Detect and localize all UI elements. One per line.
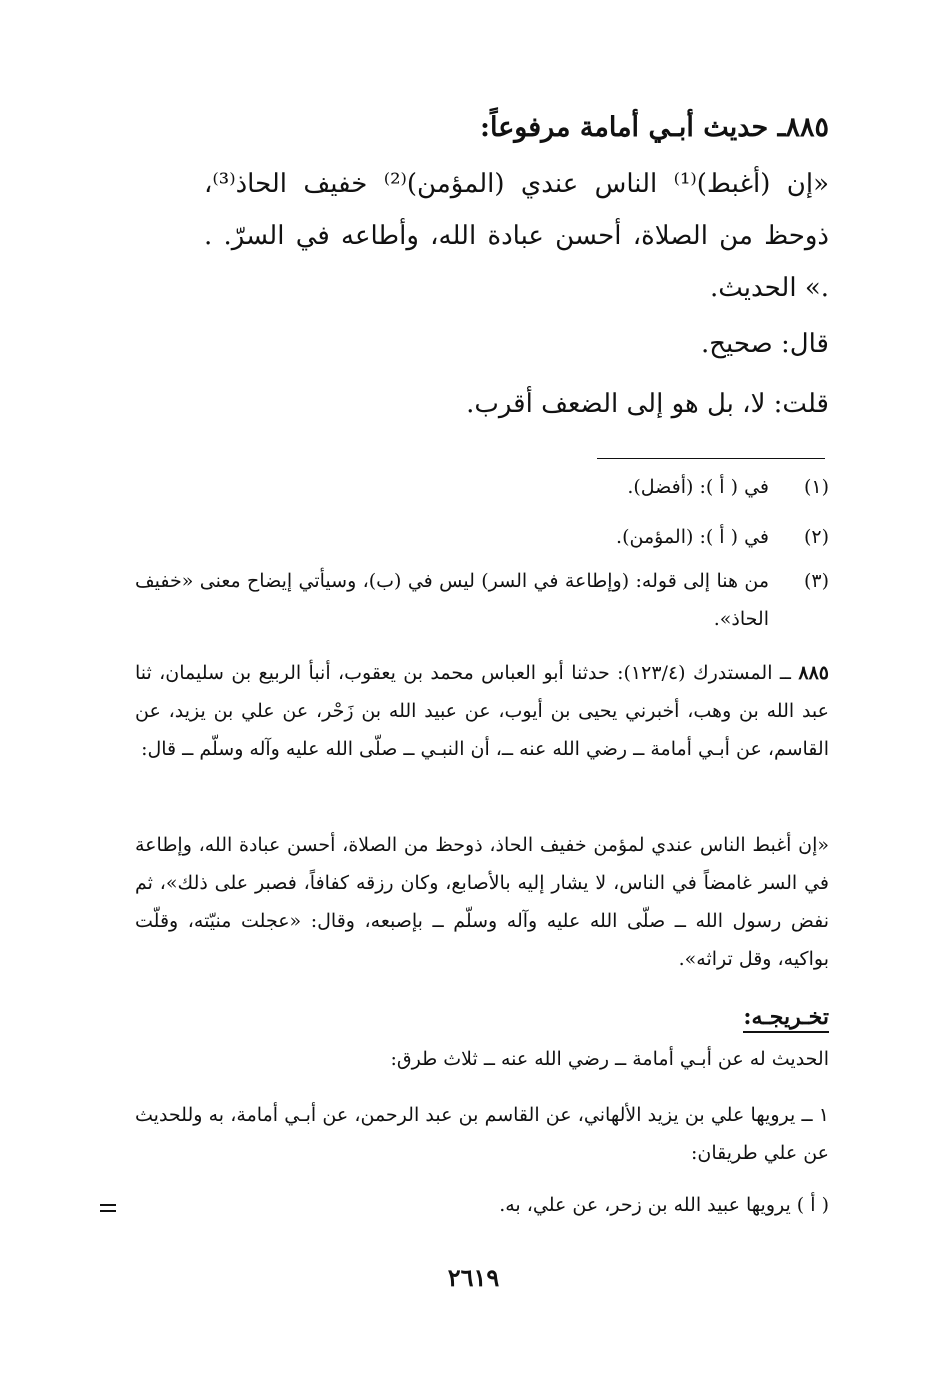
entry-isnad-text: ــ المستدرك (١٢٣/٤): حدثنا أبو العباس محمد بن يعقوب، أنبأ الربيع بن سليمان، ثنا عبد الله بن وهب، أخبرني يحيى بن أيوب، عن عبيد الله بن زَحْر، عن علي بن يزيد، عن القاسم، عن أبـي أمامة ــ رضي الله عنه ــ، أن النبـي ــ صلّى الله عليه وآله وسلّم ــ قال: [135,662,829,760]
hadith-text: «إن (أغبط)⁽¹⁾ الناس عندي (المؤمن)⁽²⁾ خفيف الحاذ⁽³⁾، ذوحظ من الصلاة، أحسن عبادة الله، وأطاعه في السرّ. . .» الحديث. [204,169,829,303]
footnote-text: في ( أ ): (أفضل). [627,476,769,498]
footnote-text: في ( أ ): (المؤمن). [616,526,769,548]
footnote-number: (١) [803,476,829,498]
footnote-number: (٢) [803,526,829,548]
footnote-3 [135,562,829,638]
footnote-text: من هنا إلى قوله: (وإطاعة في السر) ليس في (ب)، وسيأتي إيضاح معنى «خفيف الحاذ». [135,570,769,630]
footnote-1 [129,468,829,506]
margin-equals-mark [100,1204,116,1214]
qultu-statement: قلت: لا، بل هو إلى الضعف أقرب. [466,389,829,419]
entry-number: ٨٨٥ [798,662,829,684]
takhrij-intro: الحديث له عن أبـي أمامة ــ رضي الله عنه ــ ثلاث طرق: [390,1048,829,1070]
hadith-number: ٨٨٥ [785,112,829,143]
page-number: ٢٦١٩ [447,1263,500,1292]
footnote-number: (٣) [803,570,829,592]
footnote-separator [597,458,825,459]
takhrij-item-1: ١ ــ يرويها علي بن يزيد الألهاني، عن القاسم بن عبد الرحمن، عن أبـي أمامة، به وللحديث عن علي طريقان: [135,1104,829,1164]
takhrij-title [743,998,829,1036]
takhrij-title-text: تخـريجـه: [743,1004,829,1033]
hadith-heading [129,102,829,154]
takhrij-item-1a: ( أ ) يرويها عبيد الله بن زحر، عن علي، به. [499,1194,829,1216]
footnote-2 [129,518,829,556]
entry-matn: «إن أغبط الناس عندي لمؤمن خفيف الحاذ، ذوحظ من الصلاة، أحسن عبادة الله، وإطاعة في السر غامضاً في الناس، لا يشار إليه بالأصابع، وكان رزقه كفافاً، فصبر على ذلك»، ثم نفض رسول الله ــ صلّى الله عليه وآله وسلّم ــ بإصبعه، وقال: «عجلت منيّته، وقلّت بواكيه، وقل تراثه». [135,834,829,970]
entry-isnad [135,654,829,768]
qal-statement: قال: صحيح. [700,329,829,359]
hadith-heading-text: ـ حديث أبـي أمامة مرفوعاً: [480,112,786,143]
